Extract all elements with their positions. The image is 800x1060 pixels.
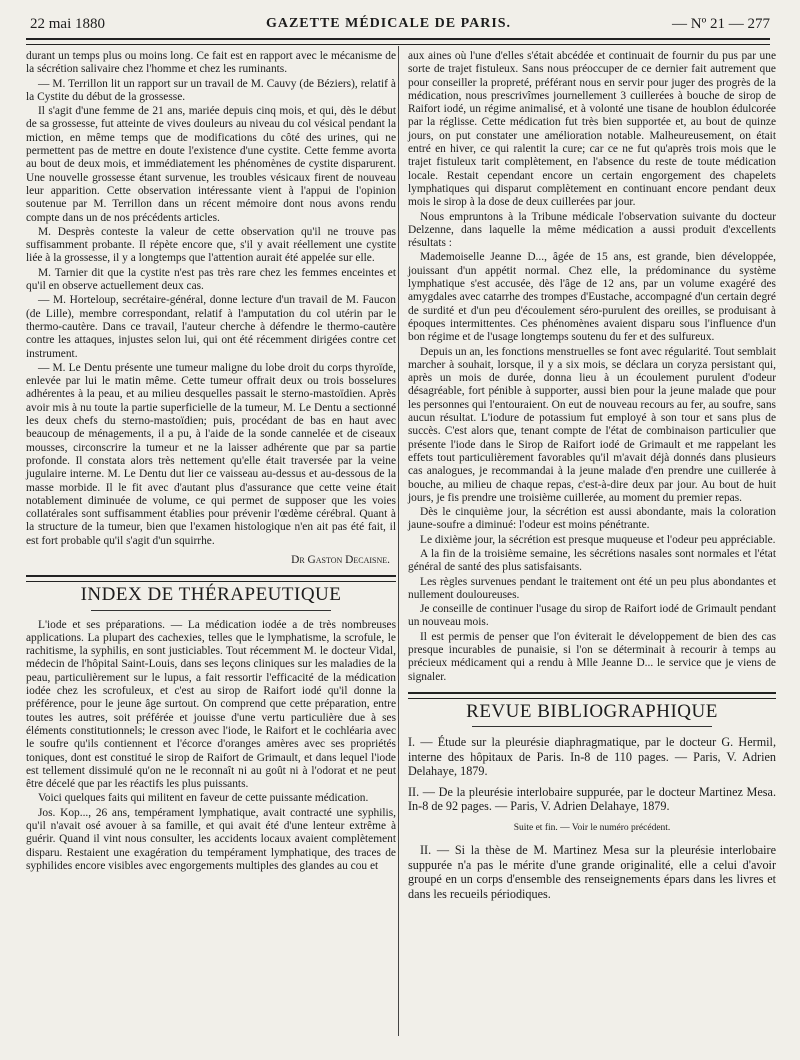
paragraph: Dès le cinquième jour, la sécrétion est aussi abondante, mais la coloration jaune-soufre a diminué: l'odeur est moins pénétrante. [408,506,776,532]
bibliography [408,735,776,814]
paragraph: A la fin de la troisième semaine, les sécrétions nasales sont normales et l'état général de santé des plus satisfaisants. [408,547,776,574]
right-column [408,50,776,902]
paragraph: M. Desprès conteste la valeur de cette observation qu'il ne trouve pas suffisamment probante. Il répète encore que, s'il y avait réellement une cystite liée à la grossesse, il y a longtemps que l'attention aurait été appelée sur elle. [26,225,396,265]
title-underline [472,726,712,727]
paragraph: Jos. Kop..., 26 ans, tempérament lymphatique, avait contracté une syphilis, qu'il n'avait osé avouer à sa famille, et qui avait été d'une lenteur extrême à guérir. Quand il vint nous consulter, les accidents locaux avaient complètement disparu. Restaient une exagération du tempérament lymphatique, des traces de syphilides encore visibles avec engorgements multiples des glandes au cou et [26,806,396,872]
left-column [26,50,396,874]
paragraph: II. — Si la thèse de M. Martinez Mesa sur la pleurésie interlobaire suppurée n'a pas le mérite d'une grande originalité, elle a celui d'avoir groupé en un corps d'ensemble des renseignements épars dans les livres et dans les recueils périodiques. [408,843,776,901]
paragraph: Je conseille de continuer l'usage du sirop de Raifort iodé de Grimault pendant un nouveau mois. [408,603,776,629]
paragraph: Le dixième jour, la sécrétion est presque muqueuse et l'odeur peu appréciable. [420,533,776,546]
header-issue: — Nº 21 — 277 [672,15,770,32]
section-rule [408,692,776,699]
bibliography-entry: I. — Étude sur la pleurésie diaphragmatique, par le docteur G. Hermil, interne des hôpitaux de Paris. In-8 de 110 pages. — Paris, V. Adrien Delahaye, 1879. [408,735,776,779]
paragraph: — M. Le Dentu présente une tumeur maligne du lobe droit du corps thyroïde, enlevée par lui le matin même. Cette tumeur offrait deux ou trois bosselures adhérentes à la peau, et au milieu desquelles passait le sterno-mastoïdien. Après avoir mis à nu toute la partie superficielle de la tumeur, M. Le Dentu a sectionné les deux chefs du sterno-mastoïdien; puis, procédant de bas en haut avec beaucoup de ménagements, il a pu, à l'aide de la sonde cannelée et de ciseaux mousses, circonscrire la tumeur et ne la laisser adhérente que par sa partie profonde. Il constata alors très nettement qu'elle était traversée par la veine jugulaire interne. M. Le Dentu dut lier ce vaisseau au-dessus et au-dessous de la masse morbide. Il le fit avec d'autant plus d'assurance que cette veine était notablement diminuée de volume, ce qui permet de supposer que les voies collatérales sont suffisamment établies pour prévenir l'œdème cérébral. Quant à la structure de la tumeur, bien que l'examen histologique n'en ait pas été fait, il est fort probable qu'il s'agit d'un squirrhe. [26,361,396,547]
page-header [30,10,770,38]
paragraph: L'iode et ses préparations. — La médication iodée a de très nombreuses applications. La plupart des cachexies, telles que le lymphatisme, la scrofule, le rachitisme, la syphilis, en sont justiciables. Tout récemment M. le docteur Vidal, médecin de l'hôpital Saint-Louis, dans ses leçons cliniques sur les maladies de la peau, particulièrement sur le lupus, a fait ressortir l'efficacité de la médication iodée chez les scrofuleux, et c'est au sirop de Raifort iodé qu'il donne la préférence, pour le jeune âge surtout. On comprend que cette préparation, entre toutes les autres, soit préférée et jouisse d'une vertu particulière due à ses éléments constitutionnels; le cresson avec l'iode, le Raifort et le cochléaria avec le soufre qu'ils contiennent et l'écorce d'oranges amères avec ses propriétés toniques, dont est constitué le sirop de Raifort de Grimault, et dans lequel l'iode est tellement dissimulé qu'on ne le reconnaît ni au goût ni à l'odorat et ne peut être décelé que par les réactifs les plus puissants. [26,618,396,791]
bibliography-entry: II. — De la pleurésie interlobaire suppurée, par le docteur Martinez Mesa. In-8 de 92 pages. — Paris, V. Adrien Delahaye, 1879. [408,784,776,814]
section-rule [26,575,396,582]
paragraph: aux aines où l'une d'elles s'était abcédée et continuait de fournir du pus par une sorte de trajet fistuleux. Sans nous préoccuper de ce dernier fait autrement que pour conseiller la propreté, préférant nous en servir pour juger des progrès de la médication, nous prescrivîmes journellement 3 cuillerées à bouche de sirop de Raifort iodé, un régime animalisé, et à volonté une tisane de houblon édulcorée par la réglisse. Cette médication fut très bien supportée et, au bout de quinze jours, on put constater une amélioration notable. Malheureusement, on était entré en hiver, ce qui ralentit la cure; car ce ne fut qu'après trois mois que le trajet fistuleux tarit complètement, en l'absence du reste de toute médication locale. Restait cependant encore un certain engorgement des chapelets lymphatiques qui disparut complètement en continuant encore pendant deux mois le sirop à la dose de deux cuillerées par jour. [408,50,776,209]
title-underline [91,610,331,611]
paragraph: — M. Terrillon lit un rapport sur un travail de M. Cauvy (de Béziers), relatif à la Cystite du début de la grossesse. [26,77,396,103]
continuation-note: Suite et fin. — Voir le numéro précédent. [513,822,671,833]
index-title: INDEX DE THÉRAPEUTIQUE [80,584,342,606]
paragraph: Les règles survenues pendant le traitement ont été un peu plus abondantes et nullement douloureuses. [408,575,776,601]
column-divider [398,46,399,1036]
paragraph: Il est permis de penser que l'on éviterait le développement de bien des cas presque incurables de punaisie, si l'on se déterminait à recourir à temps au précieux médicament qui a rendu à Mlle Jeanne D... le service que je viens de signaler. [408,630,776,683]
revue-title: REVUE BIBLIOGRAPHIQUE [466,700,718,722]
paragraph: Nous empruntons à la Tribune médicale l'observation suivante du docteur Delzenne, dans laquelle la même médication a aussi produit d'excellents résultats : [408,210,776,250]
paragraph: — M. Horteloup, secrétaire-général, donne lecture d'un travail de M. Faucon (de Lille), membre correspondant, relatif à l'amputation du col utérin par le thermo-cautère. Dans ce travail, l'auteur cherche à défendre le thermo-cautère contre les attaques, injustes selon lui, qui ont été récemment dirigées contre cet instrument. [26,294,396,360]
paragraph: Mademoiselle Jeanne D..., âgée de 15 ans, est grande, bien développée, jouissant d'un appétit normal. Chez elle, la prédominance du système lymphatique s'est accusée, dès l'âge de 12 ans, par un volume exagéré des amygdales avec catarrhe des trompes d'Eustache, accompagné d'un certain degré de surdité et d'un peu d'écoulement séro-purulent des oreilles, se produisant à époques intermittentes. Ces phénomènes avaient disparu sous l'influence d'un bon régime et de l'usage longtemps soutenu du fer et des sulfureux. [408,251,776,344]
paragraph: Il s'agit d'une femme de 21 ans, mariée depuis cinq mois, et qui, dès le début de sa grossesse, fut atteinte de vives douleurs au niveau du col vésical pendant la miction, en même temps que de modifications du côté des urines, qui ne permettent pas de mettre en doute l'existence d'une cystite. Cette femme avorta au bout de deux mois, et immédiatement les phénomènes de cystite disparurent. Une nouvelle grossesse étant survenue, les troubles vésicaux firent de nouveau leur apparition. Cette observation intéressante vient à l'appui de l'opinion soutenue par M. Terrillon dans un récent mémoire dont nous avons rendu compte dans un de nos précédents articles. [26,105,396,224]
header-rule [26,38,770,45]
paragraph: Voici quelques faits qui militent en faveur de cette puissante médication. [38,792,369,805]
paragraph: durant un temps plus ou moins long. Ce fait est en rapport avec le mécanisme de la sécrétion salivaire chez l'homme et chez les ruminants. [26,50,396,76]
header-title: GAZETTE MÉDICALE DE PARIS. [265,16,512,31]
header-date: 22 mai 1880 [30,15,105,32]
author-signature: Dr Gaston Decaisne. [291,553,390,566]
paragraph: M. Tarnier dit que la cystite n'est pas très rare chez les femmes enceintes et qu'il en observe actuellement deux cas. [26,266,396,293]
paragraph: Depuis un an, les fonctions menstruelles se font avec régularité. Tout semblait marcher à souhait, lorsque, il y a six mois, se déclara un coryza persistant qui, après un mois de durée, donna lieu à un écoulement purulent d'odeur désagréable, fort pénible à supporter, aussi bien pour la jeune malade que pour les personnes qui l'entouraient. On eut de nouveau recours au fer, au soufre, sans aucun résultat. L'iodure de potassium fut employé à son tour et sans plus de succès. C'est alors que, tenant compte de l'état de combinaison particulier que présente l'iode dans le Sirop de Raifort iodé de Grimault et me rappelant les effets tout particulièrement favorables qu'il m'avait déjà donnés dans plusieurs cas analogues, je recommandai à la jeune malade d'en prendre une cuillerée à bouche, au milieu de chaque repas, c'est-à-dire deux par jour. Au bout de huit jours, je fis prendre une troisième cuillerée, au moment du premier repas. [408,345,776,504]
